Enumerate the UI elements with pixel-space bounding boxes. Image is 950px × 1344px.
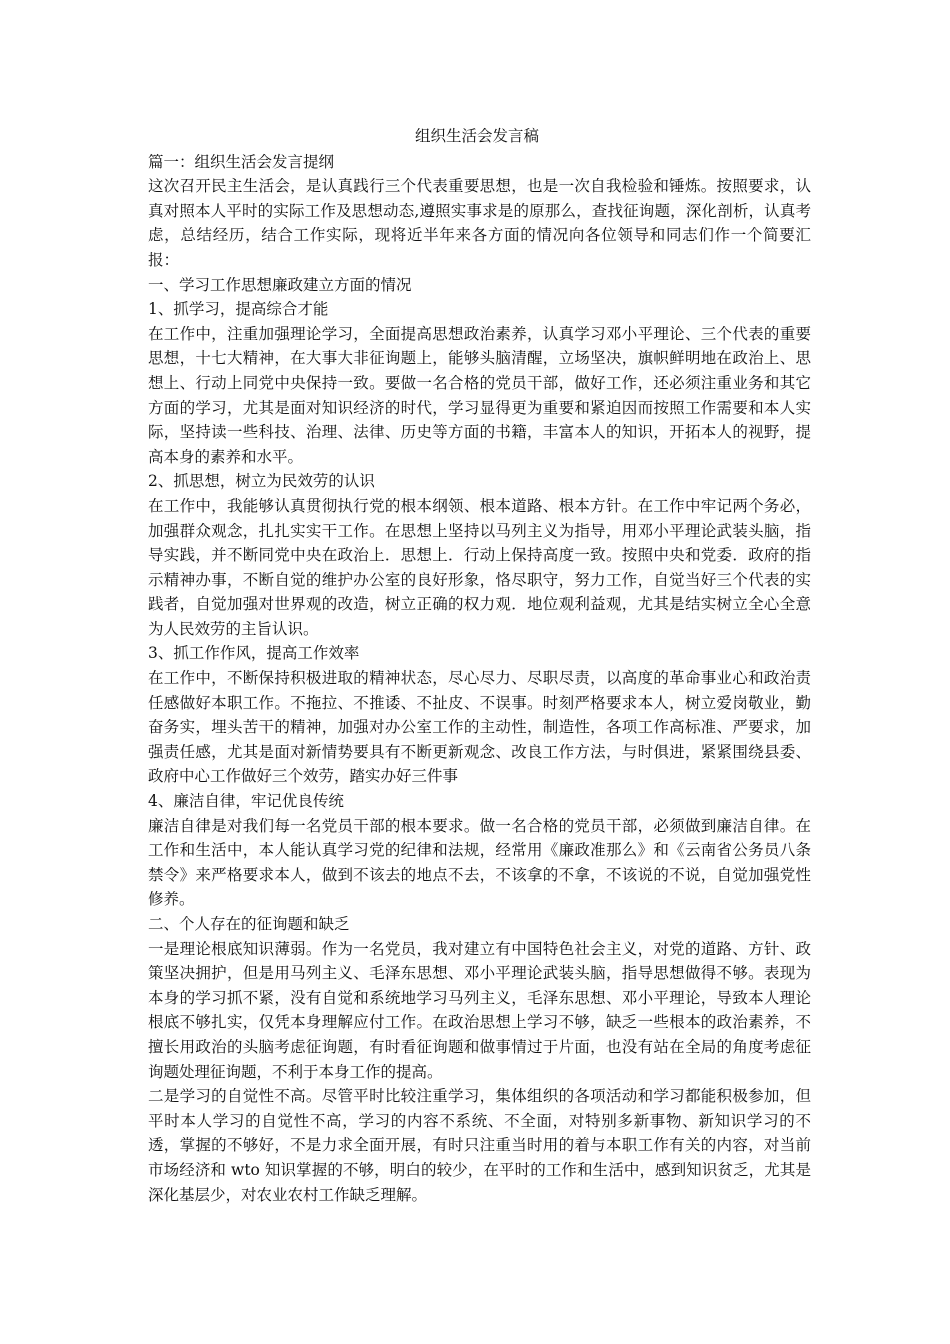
section-heading-part-one: 一、学习工作思想廉政建立方面的情况 [148, 275, 412, 294]
section-heading-part-two: 二、个人存在的征询题和缺乏 [148, 915, 350, 933]
paragraph-integrity: 廉洁自律是对我们每一名党员干部的根本要求。做一名合格的党员干部，必须做到廉洁自律。在工作和生活中，本人能认真学习党的纪律和法规，经常用《廉政准那么》和《云南省公务员八条禁令》来严格要求本人，做到不该去的地点不去，不该拿的不拿，不该说的不说，自觉加强党性修养。 [148, 816, 811, 909]
paragraph-thought: 在工作中，我能够认真贯彻执行党的根本纲领、根本道路、根本方针。在工作中牢记两个务必，加强群众观念，扎扎实实干工作。在思想上坚持以马列主义为指导，用邓小平理论武装头脑，指导实践，并不断同党中央在政治上．思想上．行动上保持高度一致。按照中央和党委．政府的指示精神办事，不断自觉的维护办公室的良好形象，恪尽职守，努力工作，自觉当好三个代表的实践者，自觉加强对世界观的改造，树立正确的权力观．地位观利益观，尤其是结实树立全心全意为人民效劳的主旨认识。 [148, 496, 811, 638]
subheading-thought: 2、抓思想，树立为民效劳的认识 [148, 472, 375, 491]
paragraph-theory-weakness: 一是理论根底知识薄弱。作为一名党员，我对建立有中国特色社会主义，对党的道路、方针、政策坚决拥护，但是用马列主义、毛泽东思想、邓小平理论武装头脑，指导思想做得不够。表现为本身的学习抓不紧，没有自觉和系统地学习马列主义，毛泽东思想、邓小平理论，导致本人理论根底不够扎实，仅凭本身理解应付工作。在政治思想上学习不够，缺乏一些根本的政治素养，不擅长用政治的头脑考虑征询题，有时看征询题和做事情过于片面，也没有站在全局的角度考虑征询题处理征询题，不利于本身工作的提高。 [148, 939, 811, 1081]
paragraph-intro: 这次召开民主生活会，是认真践行三个代表重要思想，也是一次自我检验和锤炼。按照要求，认真对照本人平时的实际工作及思想动态,遵照实事求是的原那么，查找征询题，深化剖析，认真考虑，总结经历，结合工作实际，现将近半年来各方面的情况向各位领导和同志们作一个简要汇报： [148, 177, 811, 269]
section-heading-outline: 篇一：组织生活会发言提纲 [148, 152, 335, 171]
paragraph-study-initiative: 二是学习的自觉性不高。尽管平时比较注重学习，集体组织的各项活动和学习都能积极参加，但平时本人学习的自觉性不高，学习的内容不系统、不全面，对特别多新事物、新知识学习的不透，掌握的不够好，不是力求全面开展，有时只注重当时用的着与本职工作有关的内容，对当前市场经济和 wto 知识掌握的不够，明白的较少，在平时的工作和生活中，感到知识贫乏，尤其是深化基层少，对农业农村工作缺乏理解。 [148, 1087, 811, 1204]
document-page [143, 124, 811, 1207]
paragraph-work-style: 在工作中，不断保持积极进取的精神状态，尽心尽力、尽职尽责，以高度的革命事业心和政治责任感做好本职工作。不拖拉、不推诿、不扯皮、不误事。时刻严格要求本人，树立爱岗敬业，勤奋务实，埋头苦干的精神，加强对办公室工作的主动性，制造性，各项工作高标准、严要求，加强责任感，尤其是面对新情势要具有不断更新观念、改良工作方法，与时俱进，紧紧围绕县委、政府中心工作做好三个效劳，踏实办好三件事 [148, 669, 811, 786]
document-title: 组织生活会发言稿 [414, 127, 539, 145]
subheading-integrity: 4、廉洁自律，牢记优良传统 [148, 792, 344, 811]
subheading-work-style: 3、抓工作作风，提高工作效率 [148, 644, 360, 663]
paragraph-study: 在工作中，注重加强理论学习，全面提高思想政治素养，认真学习邓小平理论、三个代表的重要思想，十七大精神，在大事大非征询题上，能够头脑清醒，立场坚决，旗帜鲜明地在政治上、思想上、行动上同党中央保持一致。要做一名合格的党员干部，做好工作，还必须注重业务和其它方面的学习，尤其是面对知识经济的时代，学习显得更为重要和紧迫因而按照工作需要和本人实际，坚持读一些科技、治理、法律、历史等方面的书籍，丰富本人的知识，开拓本人的视野，提高本身的素养和水平。 [148, 324, 811, 466]
subheading-study: 1、抓学习，提高综合才能 [148, 300, 329, 319]
